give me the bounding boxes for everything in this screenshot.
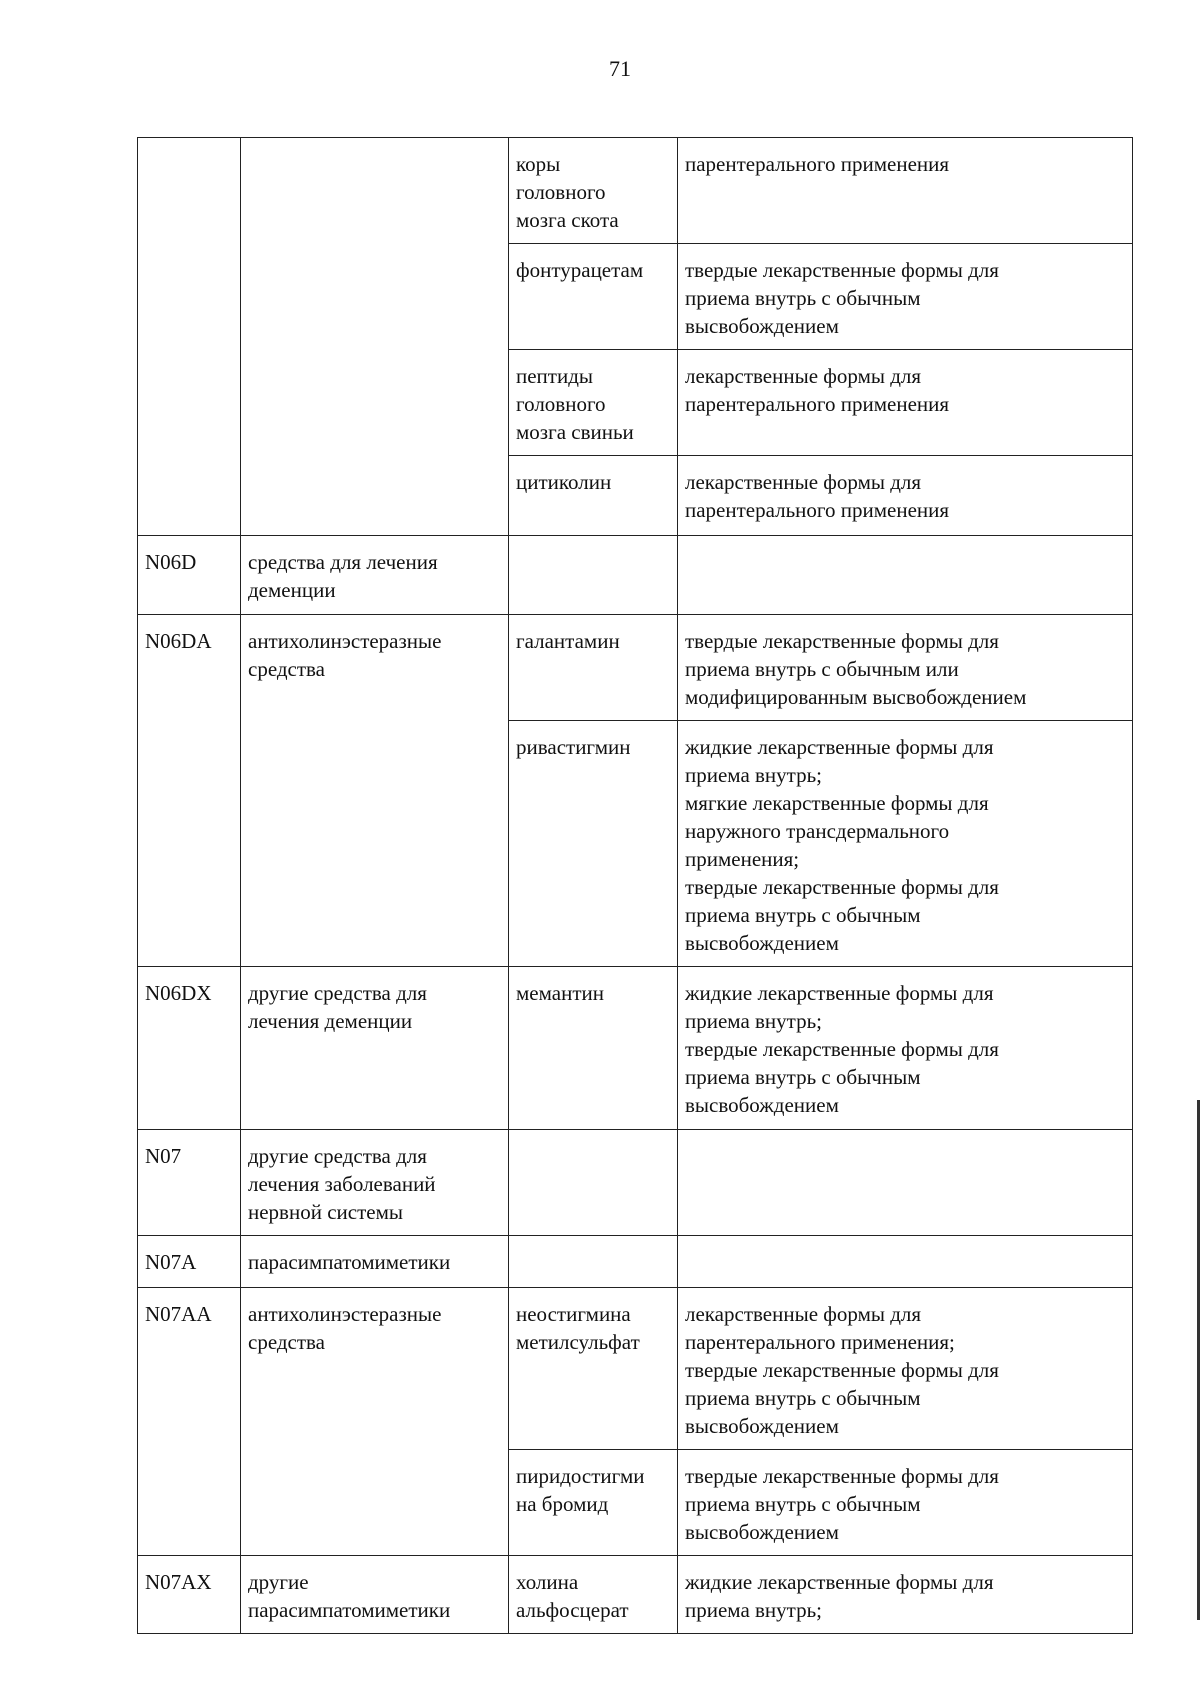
atc-code-cell: N07AA [138,1288,241,1556]
drug-name-cell: коры головного мозга скота [509,138,678,244]
dosage-form-cell: парентерального применения [678,138,1133,244]
table-row [138,1288,1133,1450]
dosage-form-cell [678,536,1133,615]
dosage-form-cell [678,1236,1133,1288]
atc-code-cell: N07 [138,1130,241,1236]
drug-name-cell: пептиды головного мозга свиньи [509,350,678,456]
page-number: 71 [609,56,631,81]
drug-name-cell: пиридостигми на бромид [509,1450,678,1556]
atc-code-cell: N07AX [138,1556,241,1634]
drug-name-cell: ривастигмин [509,721,678,967]
table-row [138,615,1133,721]
group-name-cell: парасимпатомиметики [241,1236,509,1288]
atc-code-cell: N06DA [138,615,241,967]
dosage-form-cell: лекарственные формы для парентерального применения; твердые лекарственные формы для приема внутрь с обычным высвобождением [678,1288,1133,1450]
group-name-cell: антихолинэстеразные средства [241,1288,509,1556]
dosage-form-cell: твердые лекарственные формы для приема внутрь с обычным или модифицированным высвобождением [678,615,1133,721]
drug-name-cell [509,1130,678,1236]
dosage-form-cell: жидкие лекарственные формы для приема внутрь; твердые лекарственные формы для приема внутрь с обычным высвобождением [678,967,1133,1130]
atc-code-cell: N06DX [138,967,241,1130]
drug-name-cell [509,536,678,615]
group-name-cell: антихолинэстеразные средства [241,615,509,967]
drug-name-cell [509,1236,678,1288]
drug-name-cell: цитиколин [509,456,678,536]
atc-code-cell: N06D [138,536,241,615]
dosage-form-cell: жидкие лекарственные формы для приема внутрь; [678,1556,1133,1634]
table-row [138,1556,1133,1634]
atc-code-cell: N07A [138,1236,241,1288]
group-name-cell [241,138,509,536]
dosage-form-cell: жидкие лекарственные формы для приема внутрь; мягкие лекарственные формы для наружного трансдермального применения; твердые лекарственные формы для приема внутрь с обычным высвобождением [678,721,1133,967]
drug-name-cell: мемантин [509,967,678,1130]
atc-code-cell [138,138,241,536]
drug-table [137,137,1133,1634]
dosage-form-cell: твердые лекарственные формы для приема внутрь с обычным высвобождением [678,1450,1133,1556]
dosage-form-cell: лекарственные формы для парентерального применения [678,456,1133,536]
drug-name-cell: фонтурацетам [509,244,678,350]
drug-name-cell: неостигмина метилсульфат [509,1288,678,1450]
table-row [138,967,1133,1130]
table-row [138,1130,1133,1236]
drug-name-cell: холина альфосцерат [509,1556,678,1634]
group-name-cell: другие средства для лечения заболеваний нервной системы [241,1130,509,1236]
group-name-cell: средства для лечения деменции [241,536,509,615]
table-row [138,1236,1133,1288]
drug-name-cell: галантамин [509,615,678,721]
table-row [138,138,1133,244]
group-name-cell: другие парасимпатомиметики [241,1556,509,1634]
dosage-form-cell: твердые лекарственные формы для приема внутрь с обычным высвобождением [678,244,1133,350]
dosage-form-cell: лекарственные формы для парентерального применения [678,350,1133,456]
dosage-form-cell [678,1130,1133,1236]
group-name-cell: другие средства для лечения деменции [241,967,509,1130]
table-row [138,536,1133,615]
